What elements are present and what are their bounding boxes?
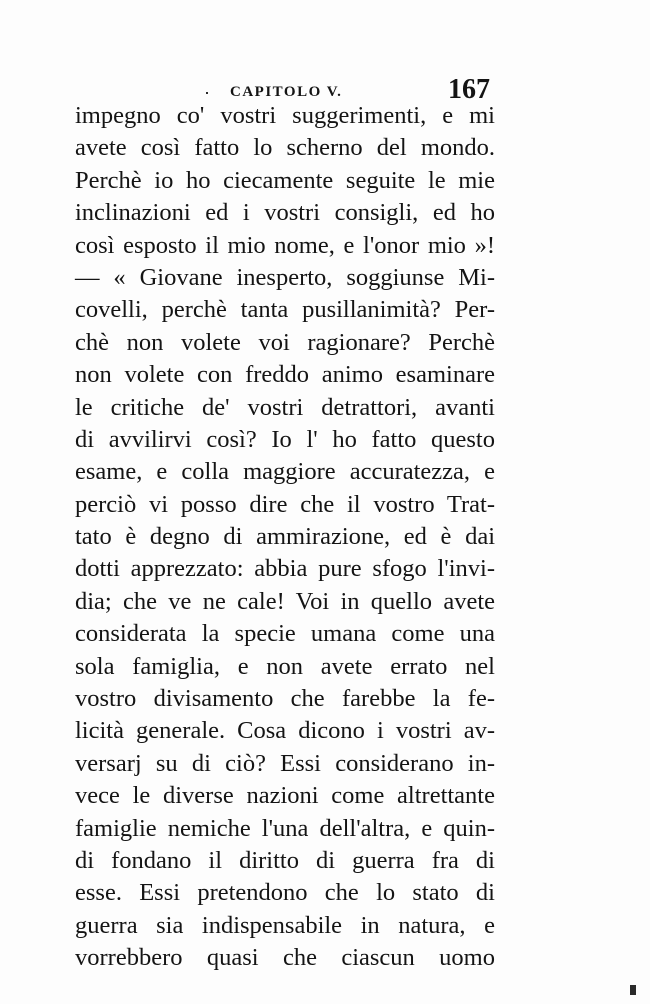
text-line: licità generale. Cosa dicono i vostri av-: [75, 717, 495, 745]
text-line: di fondano il diritto di guerra fra di: [75, 846, 495, 874]
text-line: dotti apprezzato: abbia pure sfogo l'invi-: [75, 555, 495, 583]
text-line: considerata la specie umana come una: [75, 620, 495, 648]
text-line: Perchè io ho ciecamente seguite le mie: [75, 166, 495, 194]
text-line: — « Giovane inesperto, soggiunse Mi-: [75, 263, 495, 291]
text-line: dia; che ve ne cale! Voi in quello avete: [75, 587, 495, 615]
text-line: le critiche de' vostri detrattori, avanti: [75, 393, 495, 421]
text-line: tato è degno di ammirazione, ed è dai: [75, 523, 495, 551]
text-line: inclinazioni ed i vostri consigli, ed ho: [75, 199, 495, 227]
scan-speck: [630, 985, 636, 995]
text-line: di avvilirvi così? Io l' ho fatto questo: [75, 425, 495, 453]
text-line: famiglie nemiche l'una dell'altra, e quin-: [75, 814, 495, 842]
text-line: impegno co' vostri suggerimenti, e mi: [75, 102, 495, 129]
text-line: chè non volete voi ragionare? Perchè: [75, 328, 495, 356]
text-line: vece le diverse nazioni come altrettante: [75, 782, 495, 810]
text-line: avete così fatto lo scherno del mondo.: [75, 134, 495, 162]
text-line: non volete con freddo animo esaminare: [75, 361, 495, 389]
text-line: versarj su di ciò? Essi considerano in-: [75, 749, 495, 777]
text-line: così esposto il mio nome, e l'onor mio »!: [75, 231, 495, 259]
text-line: esame, e colla maggiore accuratezza, e: [75, 458, 495, 486]
text-line: vorrebbero quasi che ciascun uomo: [75, 944, 495, 972]
text-line: guerra sia indispensabile in natura, e: [75, 911, 495, 939]
body-text: [75, 100, 495, 975]
text-line: covelli, perchè tanta pusillanimità? Per-: [75, 296, 495, 324]
text-line: vostro divisamento che farebbe la fe-: [75, 685, 495, 713]
text-line: esse. Essi pretendono che lo stato di: [75, 879, 495, 907]
text-line: perciò vi posso dire che il vostro Trat-: [75, 490, 495, 518]
text-line: sola famiglia, e non avete errato nel: [75, 652, 495, 680]
scan-speck: [206, 92, 208, 94]
running-title: CAPITOLO V.: [230, 84, 343, 100]
page-number: 167: [448, 74, 490, 105]
